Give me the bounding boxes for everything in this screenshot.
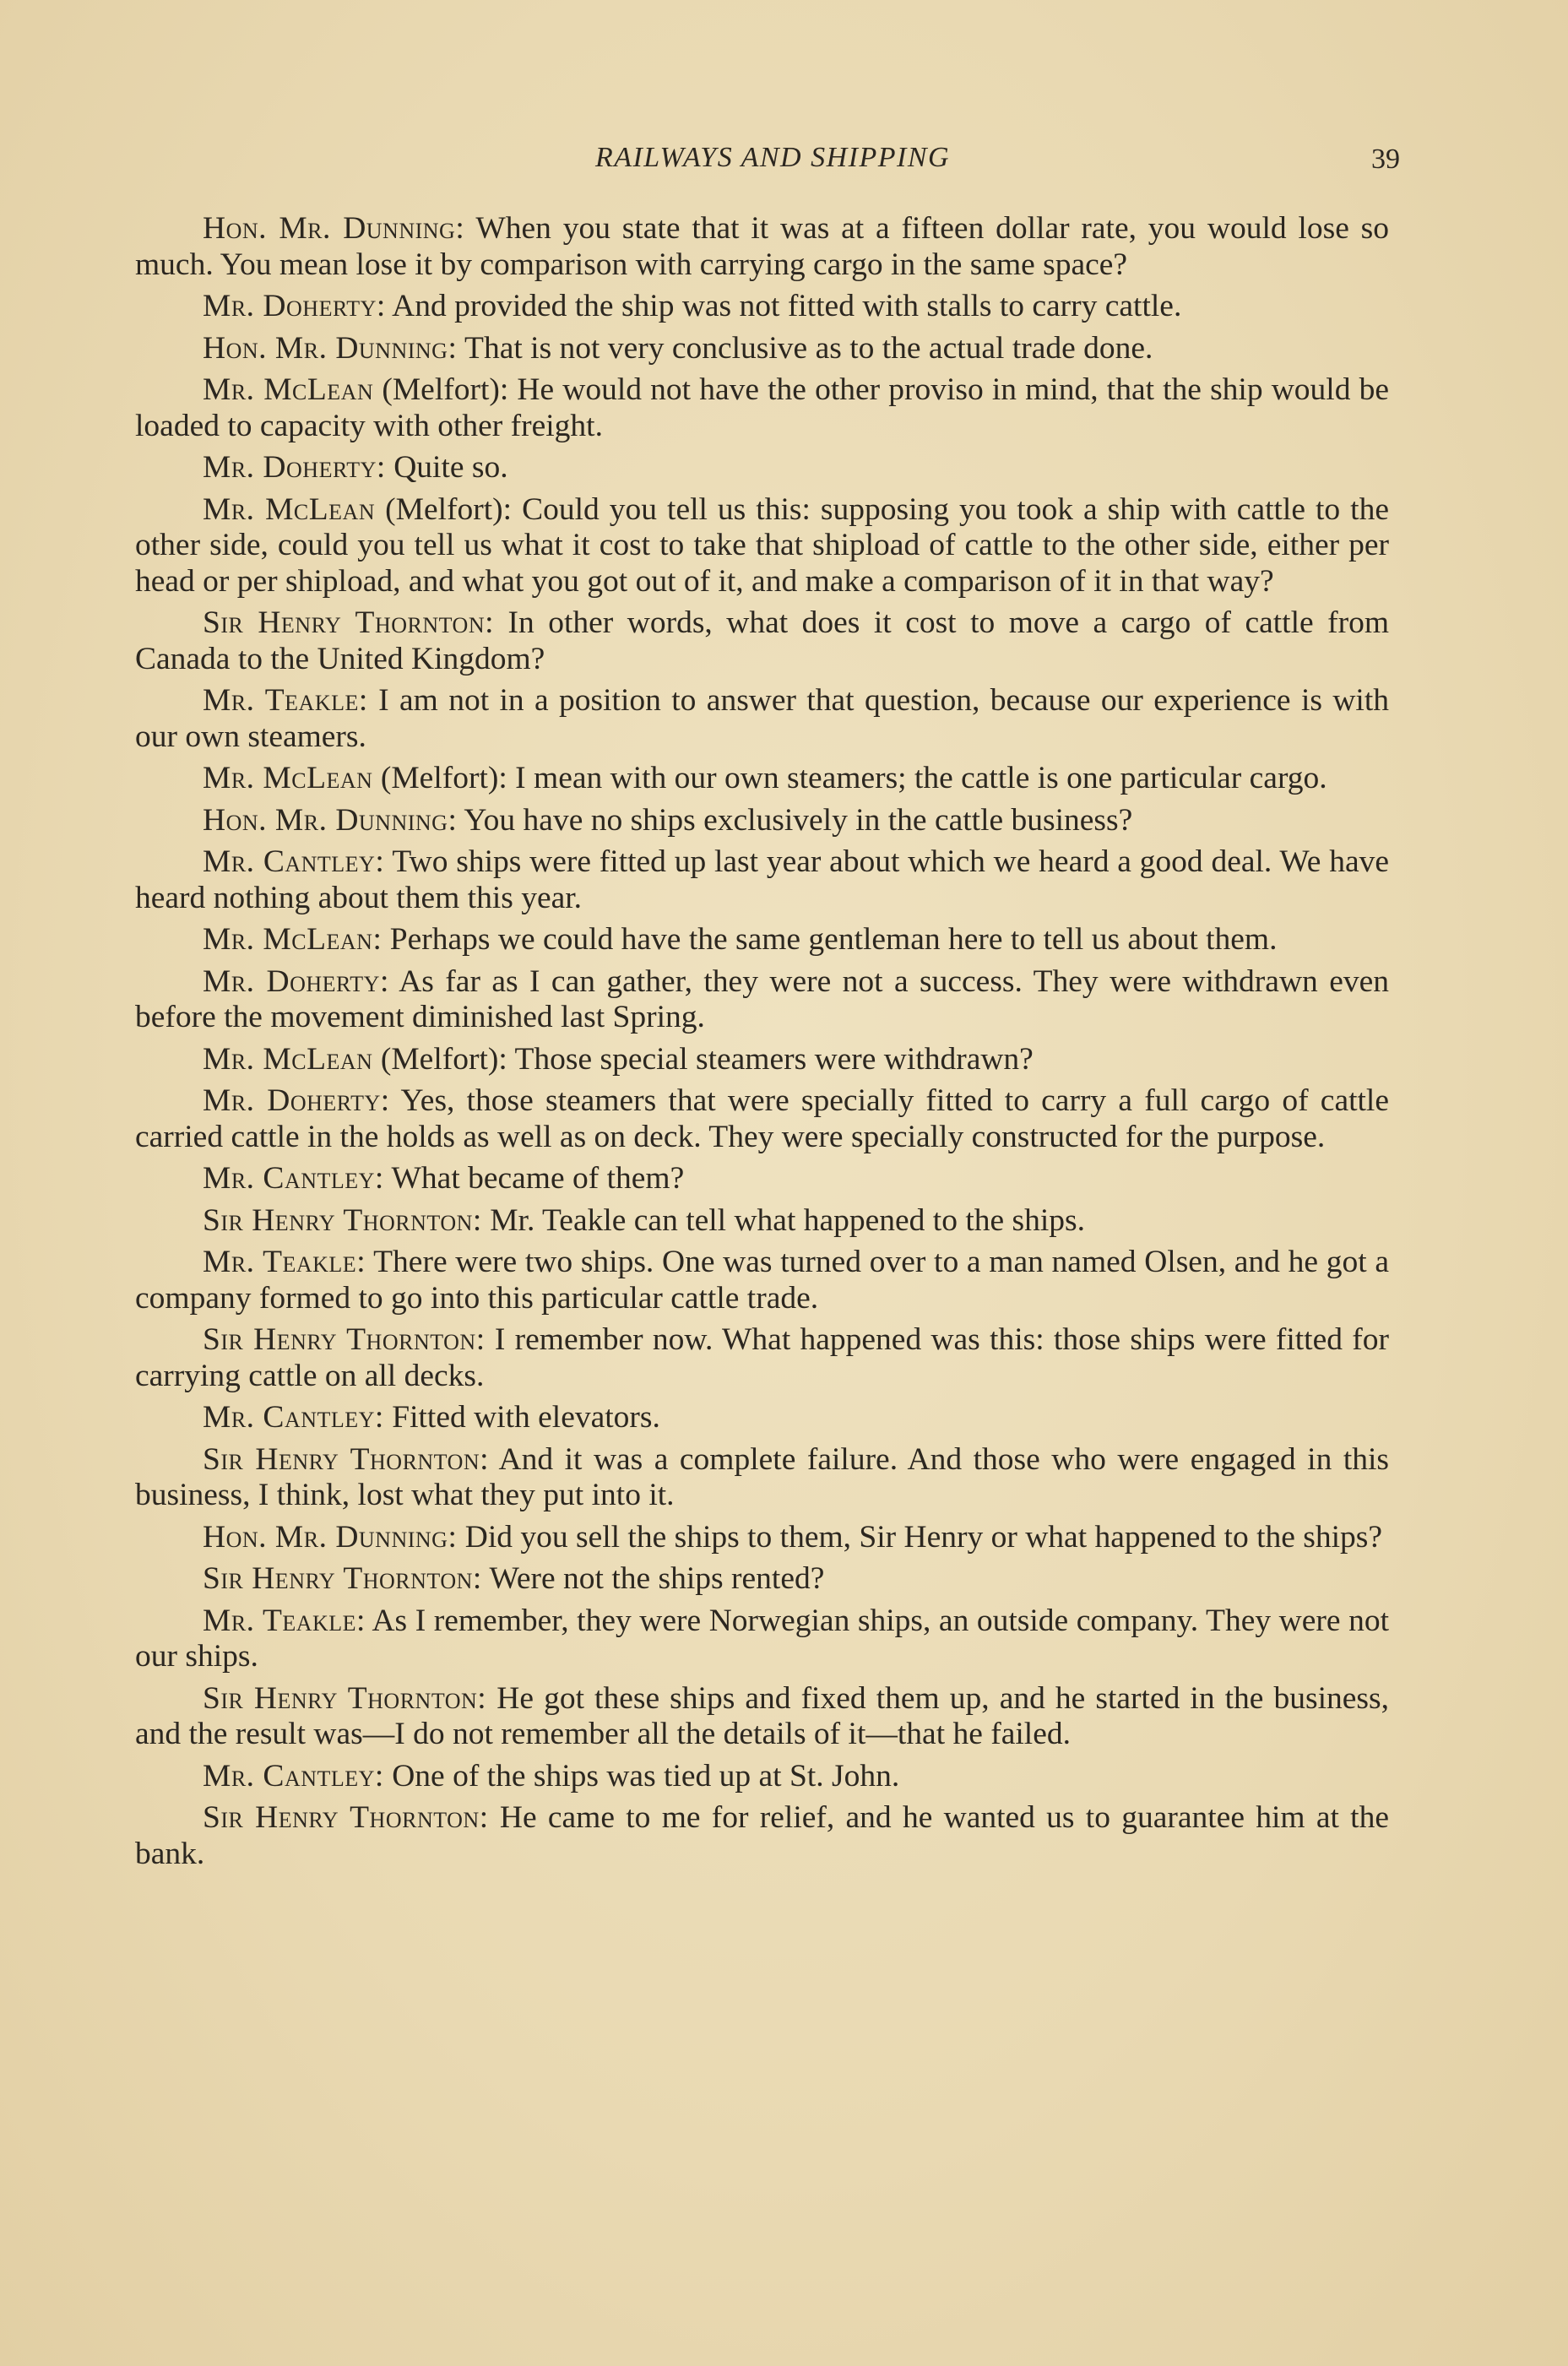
speech-text: (Melfort): Those special steamers were withdrawn? (372, 1041, 1034, 1077)
speaker-name: Mr. Cantley: (203, 1161, 384, 1196)
speech-text: (Melfort): I mean with our own steamers; the cattle is one particular cargo. (372, 761, 1327, 795)
speech-text: (Melfort): He would not have the other proviso in mind, that the ship would be loaded to capacity with other freight. (135, 372, 1389, 443)
speech-text: (Melfort): Could you tell us this: supposing you took a ship with cattle to the other side, could you tell us what it cost to take that shipload of cattle to the other side, either per head or per shipload, and what you got out of it, and make a comparison of it in that way? (135, 491, 1389, 599)
speaker-name: Sir Henry Thornton: (203, 1322, 486, 1357)
transcript-paragraph (135, 605, 1389, 677)
speech-text: I am not in a position to answer that question, because our experience is with our own steamers. (135, 683, 1389, 754)
speaker-name: Hon. Mr. Dunning: (203, 330, 458, 366)
page-number: 39 (1371, 144, 1400, 175)
transcript-paragraph (135, 1203, 1389, 1240)
speech-text: There were two ships. One was turned over to a man named Olsen, and he got a company formed to go into this particular cattle trade. (135, 1245, 1390, 1316)
speech-text: He came to me for relief, and he wanted us to guarantee him at the bank. (135, 1800, 1389, 1871)
speaker-name: Mr. Doherty: (203, 450, 386, 485)
speaker-name: Mr. McLean (203, 1041, 373, 1077)
speech-text: What became of them? (383, 1161, 685, 1196)
transcript-paragraph (135, 492, 1389, 600)
speech-text: I remember now. What happened was this: those ships were fitted for carrying cattle on all decks. (135, 1322, 1389, 1393)
speech-text: When you state that it was at a fifteen dollar rate, you would lose so much. You mean lose it by comparison with carrying cargo in the same space? (135, 211, 1389, 282)
speech-text: He got these ships and fixed them up, and he started in the business, and the result was—I do not remember all the details of it—that he failed. (135, 1680, 1389, 1751)
transcript-paragraph (135, 1042, 1389, 1078)
speech-text: Two ships were fitted up last year about which we heard a good deal. We have heard nothing about them this year. (135, 844, 1389, 915)
transcript-paragraph (135, 1759, 1389, 1795)
transcript-paragraph (135, 211, 1389, 283)
transcript-paragraph (135, 331, 1389, 367)
speech-text: Were not the ships rented? (481, 1561, 825, 1596)
speaker-name: Mr. McLean (203, 761, 373, 795)
speech-text: And provided the ship was not fitted with stalls to carry cattle. (385, 289, 1182, 323)
speaker-name: Mr. Cantley: (203, 844, 385, 879)
speech-text: That is not very conclusive as to the actual trade done. (457, 330, 1153, 366)
transcript-paragraph (135, 1561, 1389, 1598)
transcript-paragraph (135, 1604, 1389, 1675)
speaker-name: Sir Henry Thornton: (203, 1441, 490, 1477)
speech-text: Quite so. (385, 450, 508, 485)
transcript-paragraph (135, 803, 1389, 839)
transcript-paragraph (135, 1520, 1389, 1556)
speaker-name: Mr. Teakle: (203, 1603, 366, 1638)
speaker-name: Mr. Doherty: (203, 1083, 390, 1118)
speaker-name: Mr. Teakle: (203, 683, 368, 718)
speaker-name: Sir Henry Thornton: (203, 1202, 482, 1238)
running-head (135, 142, 1410, 184)
speaker-name: Mr. McLean (203, 491, 376, 527)
transcript-paragraph (135, 372, 1389, 444)
speech-text: As I remember, they were Norwegian ships, an outside company. They were not our ships. (135, 1603, 1389, 1674)
transcript-paragraph (135, 1245, 1389, 1316)
speech-text: Perhaps we could have the same gentleman here to tell us about them. (382, 922, 1278, 957)
speaker-name: Mr. Doherty: (203, 289, 386, 323)
transcript-paragraph (135, 1161, 1389, 1197)
speaker-name: Mr. Cantley: (203, 1758, 384, 1793)
transcript-paragraph (135, 1442, 1389, 1514)
transcript-paragraph (135, 964, 1389, 1036)
speaker-name: Mr. Cantley: (203, 1400, 384, 1435)
transcript-body (135, 211, 1389, 1878)
speech-text: One of the ships was tied up at St. John. (383, 1758, 900, 1793)
speech-text: You have no ships exclusively in the cattle business? (457, 802, 1133, 838)
speaker-name: Mr. Teakle: (203, 1245, 366, 1279)
transcript-paragraph (135, 683, 1389, 755)
transcript-paragraph (135, 450, 1389, 486)
transcript-paragraph (135, 1322, 1389, 1394)
transcript-paragraph (135, 761, 1389, 797)
running-title: RAILWAYS AND SHIPPING (594, 142, 951, 173)
speaker-name: Mr. McLean (203, 372, 374, 407)
speech-text: Yes, those steamers that were specially fitted to carry a full cargo of cattle carried cattle in the holds as well as on deck. They were specially constructed for the purpose. (135, 1083, 1389, 1154)
speaker-name: Mr. Doherty: (203, 963, 389, 999)
speaker-name: Sir Henry Thornton: (203, 605, 495, 640)
speech-text: Did you sell the ships to them, Sir Henry or what happened to the ships? (457, 1519, 1383, 1555)
speaker-name: Hon. Mr. Dunning: (203, 211, 465, 246)
speech-text: As far as I can gather, they were not a success. They were withdrawn even before the movement diminished last Spring. (135, 963, 1389, 1034)
transcript-paragraph (135, 922, 1389, 958)
speech-text: Fitted with elevators. (383, 1400, 660, 1435)
transcript-paragraph (135, 289, 1389, 325)
speech-text: And it was a complete failure. And those who were engaged in this business, I think, lost what they put into it. (135, 1441, 1390, 1512)
transcript-paragraph (135, 844, 1389, 916)
speaker-name: Sir Henry Thornton: (203, 1680, 487, 1716)
transcript-paragraph (135, 1681, 1389, 1753)
transcript-paragraph (135, 1083, 1389, 1155)
speech-text: Mr. Teakle can tell what happened to the ships. (481, 1202, 1086, 1238)
speaker-name: Hon. Mr. Dunning: (203, 802, 458, 838)
speaker-name: Mr. McLean: (203, 922, 383, 957)
speaker-name: Sir Henry Thornton: (203, 1561, 482, 1596)
speaker-name: Sir Henry Thornton: (203, 1800, 489, 1835)
transcript-paragraph (135, 1800, 1389, 1872)
transcript-paragraph (135, 1400, 1389, 1436)
speech-text: In other words, what does it cost to move a cargo of cattle from Canada to the United Kingdom? (135, 605, 1390, 676)
speaker-name: Hon. Mr. Dunning: (203, 1519, 458, 1555)
